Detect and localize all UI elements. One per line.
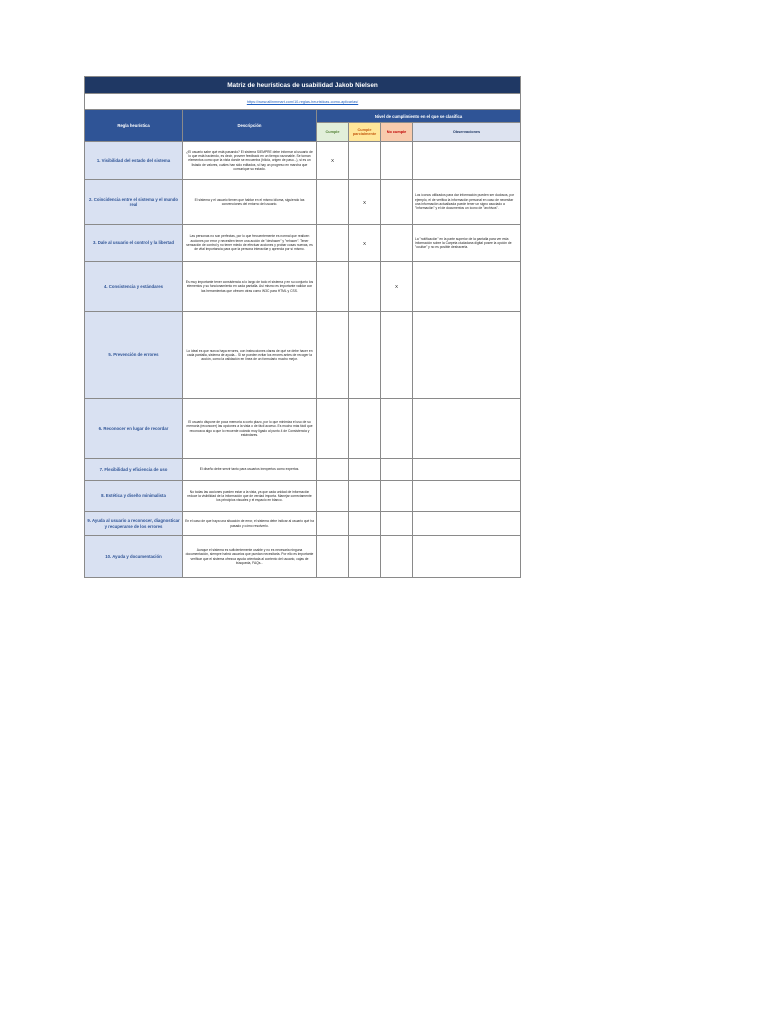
header-compliance-level: Nivel de cumplimiento en el que se clasifica bbox=[317, 110, 521, 123]
cumple-cell[interactable] bbox=[317, 312, 349, 399]
rule-description: El usuario dispone de poca memoria a corto plazo, por lo que minimiza el uso de su memoria (reconocer) las opciones a la vista o de fácil acceso. Es mucho más fácil que reconozca algo a que lo recuerde cuándo muy ligado al punto 4 de Consistencia y estándares. bbox=[183, 399, 317, 459]
parcial-cell[interactable] bbox=[349, 512, 381, 536]
rule-description: Lo ideal es que nunca haya errores, con instrucciones claras de qué se debe hacer en cada pantalla, sistema de ayuda... Si se pueden evitar los errores antes de recoger la acción, como la validación en línea de un formulario mucho mejor. bbox=[183, 312, 317, 399]
table-row bbox=[85, 399, 521, 459]
observaciones-cell[interactable] bbox=[413, 536, 521, 578]
rule-name: 3. Dale al usuario el control y la libertad bbox=[85, 225, 183, 262]
rule-name: 7. Flexibilidad y eficiencia de uso bbox=[85, 459, 183, 481]
table-row bbox=[85, 180, 521, 225]
parcial-cell[interactable] bbox=[349, 312, 381, 399]
no-cumple-cell[interactable] bbox=[381, 512, 413, 536]
rule-name: 2. Coincidencia entre el sistema y el mundo real bbox=[85, 180, 183, 225]
rule-name: 5. Prevención de errores bbox=[85, 312, 183, 399]
header-rule: Regla heurística bbox=[85, 110, 183, 142]
rule-name: 4. Consistencia y estándares bbox=[85, 262, 183, 312]
rule-name: 10. Ayuda y documentación bbox=[85, 536, 183, 578]
no-cumple-cell[interactable] bbox=[381, 180, 413, 225]
table-row bbox=[85, 536, 521, 578]
table-row bbox=[85, 459, 521, 481]
observaciones-cell[interactable] bbox=[413, 459, 521, 481]
header-cumple-parcialmente: Cumple parcialmente bbox=[349, 123, 381, 142]
table-row bbox=[85, 262, 521, 312]
source-link[interactable]: https://www.allinmmart.com/10-reglas-heuristicas-como-aplicarlas/ bbox=[246, 99, 359, 104]
observaciones-cell[interactable] bbox=[413, 262, 521, 312]
no-cumple-cell[interactable] bbox=[381, 459, 413, 481]
observaciones-cell[interactable]: La "notificación" en la parte superior de la pantalla para ver esta información sobre la Carpeta ciudadana digital posee la opción de "ocultar" y no es posible deshacerla. bbox=[413, 225, 521, 262]
cumple-cell[interactable] bbox=[317, 536, 349, 578]
observaciones-cell[interactable] bbox=[413, 512, 521, 536]
cumple-cell[interactable] bbox=[317, 180, 349, 225]
no-cumple-cell[interactable] bbox=[381, 481, 413, 512]
rule-description: El diseño debe servir tanto para usuarios inexpertos como expertos. bbox=[183, 459, 317, 481]
header-observaciones: Observaciones bbox=[413, 123, 521, 142]
table-row bbox=[85, 142, 521, 180]
header-no-cumple: No cumple bbox=[381, 123, 413, 142]
rule-description: En el caso de que haya una situación de error, el sistema debe indicar al usuario qué ha pasado y cómo resolverlo. bbox=[183, 512, 317, 536]
observaciones-cell[interactable] bbox=[413, 399, 521, 459]
cumple-cell[interactable] bbox=[317, 399, 349, 459]
observaciones-cell[interactable] bbox=[413, 142, 521, 180]
cumple-cell[interactable] bbox=[317, 512, 349, 536]
rule-description: Aunque el sistema es suficientemente usable y no es necesaria ninguna documentación, siempre habrá usuarios que puedan necesitarla. Por ello es importante verificar que el sistema ofrezca ayuda orientada al contexto del usuario, cajas de búsqueda, FAQs... bbox=[183, 536, 317, 578]
no-cumple-cell[interactable] bbox=[381, 536, 413, 578]
table-row bbox=[85, 512, 521, 536]
table-row bbox=[85, 481, 521, 512]
rule-name: 9. Ayuda al usuario a reconocer, diagnosticar y recuperarse de los errores bbox=[85, 512, 183, 536]
parcial-cell[interactable] bbox=[349, 262, 381, 312]
cumple-cell[interactable] bbox=[317, 481, 349, 512]
table-row bbox=[85, 312, 521, 399]
observaciones-cell[interactable] bbox=[413, 481, 521, 512]
source-link-cell bbox=[85, 94, 521, 110]
no-cumple-cell[interactable] bbox=[381, 225, 413, 262]
cumple-cell[interactable] bbox=[317, 225, 349, 262]
matrix-title: Matriz de heurísticas de usabilidad Jakob Nielsen bbox=[85, 77, 521, 94]
rule-description: Las personas no son perfectas, por lo que frecuentemente es normal que realicen acciones por error y necesiten tener una acción de "deshacer" y "rehacer". Tener sensación de control y no tener miedo de efectuar acciones y probar cosas nuevas, es de vital importancia para que la persona interactúe y aprenda por sí mismo. bbox=[183, 225, 317, 262]
no-cumple-cell[interactable] bbox=[381, 312, 413, 399]
rule-name: 1. Visibilidad del estado del sistema bbox=[85, 142, 183, 180]
rule-description: ¿El usuario sabe qué está pasando? El sistema SIEMPRE debe informar al usuario de lo que está haciendo, es decir, proveer feedback en un tiempo razonable. Se toman elementos como que la vista donde se encuentra (hilo/a, origen de paso...), si es un listado de valores, cuáles han sido editados, si hay un progreso en marcha que comunique su estado. bbox=[183, 142, 317, 180]
parcial-cell[interactable] bbox=[349, 399, 381, 459]
header-cumple: Cumple bbox=[317, 123, 349, 142]
heuristics-matrix-table bbox=[84, 76, 521, 578]
parcial-cell[interactable]: X bbox=[349, 180, 381, 225]
no-cumple-cell[interactable] bbox=[381, 399, 413, 459]
cumple-cell[interactable]: X bbox=[317, 142, 349, 180]
rule-name: 6. Reconocer en lugar de recordar bbox=[85, 399, 183, 459]
parcial-cell[interactable] bbox=[349, 536, 381, 578]
parcial-cell[interactable] bbox=[349, 142, 381, 180]
parcial-cell[interactable] bbox=[349, 459, 381, 481]
rule-name: 8. Estética y diseño minimalista bbox=[85, 481, 183, 512]
parcial-cell[interactable]: X bbox=[349, 225, 381, 262]
observaciones-cell[interactable] bbox=[413, 312, 521, 399]
no-cumple-cell[interactable] bbox=[381, 142, 413, 180]
rule-description: El sistema y el usuario tienen que hablar en el mismo idioma, siguiendo las convenciones del entorno del usuario. bbox=[183, 180, 317, 225]
cumple-cell[interactable] bbox=[317, 459, 349, 481]
no-cumple-cell[interactable]: X bbox=[381, 262, 413, 312]
cumple-cell[interactable] bbox=[317, 262, 349, 312]
parcial-cell[interactable] bbox=[349, 481, 381, 512]
observaciones-cell[interactable]: Los íconos utilizados para dar información pueden ser dudosos, por ejemplo, el de verifica la información personal en caso de necesitar una información actualizada puede tener un signo asociado a "Información" y el de documentos un ícono de "archivos". bbox=[413, 180, 521, 225]
table-row bbox=[85, 225, 521, 262]
header-description: Descripción bbox=[183, 110, 317, 142]
rule-description: Es muy importante tener consistencia a lo largo de todo el sistema y en su conjunto los elementos y su funcionamiento en cada pantalla. Así mismo es importante validar con las herramientas que ofrecen otras como W3C para HTML y CSS. bbox=[183, 262, 317, 312]
rule-description: No todas las acciones pueden estar a la vista, ya que cada unidad de información reduce la visibilidad de la información que de verdad importa. Manejar correctamente los principios visuales y el espacio en blanco. bbox=[183, 481, 317, 512]
